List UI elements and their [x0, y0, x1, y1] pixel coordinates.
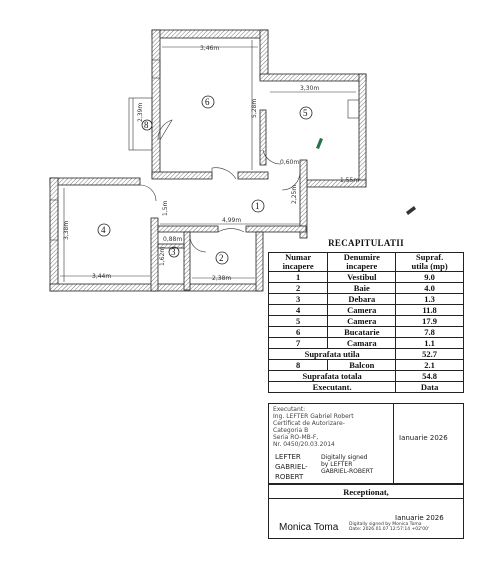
dim-debara: 0,88m — [163, 236, 183, 243]
total-row: Suprafata totala 54.8 — [269, 371, 464, 382]
wall-room5-bottom-2 — [238, 172, 268, 179]
dim-room4-width: 3,44m — [92, 273, 112, 280]
executant-box — [268, 403, 464, 485]
executant-date: Ianuarie 2026 — [399, 434, 448, 442]
wall-baie-left — [184, 232, 190, 290]
table-row: 7 Camara 1.1 — [269, 338, 464, 349]
room-number-1: 1 — [255, 201, 260, 211]
room-number-4: 4 — [101, 225, 106, 235]
wall-room5-bottom — [152, 172, 212, 179]
room-number-6: 5 — [303, 108, 308, 118]
dim-vestibul-len: 4,99m — [222, 217, 242, 224]
dim-room5-height: 5,28m — [251, 98, 258, 118]
header-num: Numar incapere — [269, 253, 328, 272]
wall-baie-right — [256, 232, 263, 291]
dim-hall: 2,25m — [291, 184, 298, 204]
room-number-3: 3 — [171, 247, 176, 257]
wall-corridor-mid-2 — [246, 226, 306, 232]
table-row: 4 Camera 11.8 — [269, 305, 464, 316]
receptionat-date: Ianuarie 2026 — [395, 514, 444, 522]
dim-balcony-height: 2,39m — [137, 102, 144, 122]
receptionat-label: Receptionat, — [343, 487, 389, 497]
wall-room6-top — [260, 74, 366, 81]
table-row: 5 Camera 17.9 — [269, 316, 464, 327]
marker-icon — [316, 138, 323, 149]
recap-title: RECAPITULATII — [328, 238, 404, 248]
executant-stamp: Executant: Ing. LEFTER Gabriel Robert Certificat de Autorizare- Categoria B Seria RO-MB-F, Nr. 0450/20.03.2014 — [273, 406, 354, 448]
balcon-row: 8 Balcon 2.1 — [269, 360, 464, 371]
executant-digital-signature: Digitally signed by LEFTER GABRIEL-ROBERT — [321, 454, 374, 475]
table-row: 2 Baie 4.0 — [269, 283, 464, 294]
dim-left-height: 3,38m — [63, 220, 70, 240]
recapitulatie-table — [268, 238, 464, 393]
table-row: 3 Debara 1.3 — [269, 294, 464, 305]
executant-signature-name: LEFTER GABRIEL- ROBERT — [275, 453, 308, 481]
header-name: Denumire incapere — [328, 253, 396, 272]
wall-room5-right — [260, 30, 268, 78]
wall-room6-left — [260, 110, 266, 165]
wall-room4-top — [50, 178, 140, 185]
header-area: Supraf. utila (mp) — [396, 253, 464, 272]
receptionat-box — [268, 483, 464, 539]
table-row: 6 Bucatarie 7.8 — [269, 327, 464, 338]
receptionat-digital-signature: Digitally signed by Monica Toma Date: 2026.01.07 12:57:14 +02'00' — [349, 522, 430, 532]
door-room5 — [212, 168, 236, 179]
dim-vestibul-small: 0,60m — [280, 159, 300, 166]
dim-kitchen-small: 1,55m — [340, 177, 360, 184]
room-number-2: 2 — [219, 253, 224, 263]
wall-corridor-mid — [158, 226, 218, 232]
room-number-8: 8 — [144, 120, 149, 130]
dim-baie-width: 2,38m — [212, 275, 232, 282]
receptionat-signature: Monica Toma — [279, 522, 339, 533]
wall-room6-right — [359, 74, 366, 186]
dim-vert-small: 1,5m — [162, 200, 169, 216]
executant-header-row: Executant. Data — [269, 382, 464, 393]
room-number-5: 6 — [205, 97, 210, 107]
table-row: 1 Vestibul 9.0 — [269, 272, 464, 283]
total-utila-row: Suprafata utila 52.7 — [269, 349, 464, 360]
wall-room5-top — [152, 30, 268, 38]
dim-top-width: 3,46m — [200, 45, 220, 52]
pin-icon — [406, 206, 416, 215]
wall-room4-right — [151, 218, 158, 291]
dim-baie-h: 1,62m — [159, 246, 166, 266]
dim-room6-width: 3,30m — [300, 85, 320, 92]
wall-room5-left — [152, 30, 160, 178]
wall-room4-left — [50, 178, 58, 291]
